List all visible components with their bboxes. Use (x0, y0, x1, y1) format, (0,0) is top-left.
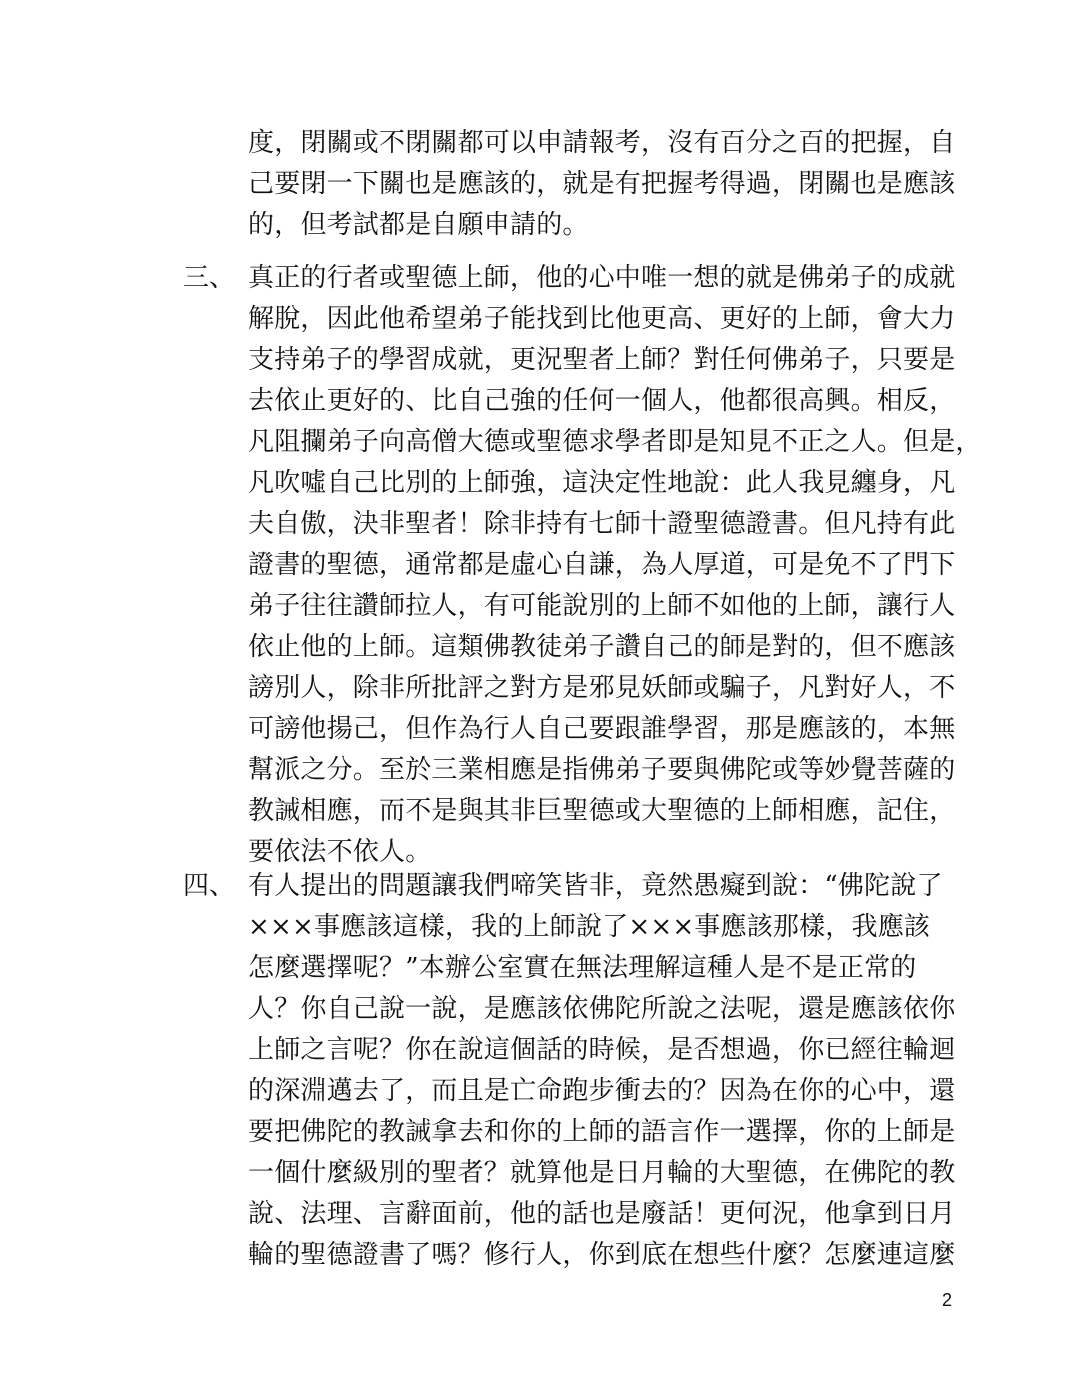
text-line: 幫派之分。至於三業相應是指佛弟子要與佛陀或等妙覺菩薩的 (248, 755, 956, 785)
text-line: 謗別人，除非所批評之對方是邪見妖師或騙子，凡對好人，不 (248, 673, 956, 703)
text-line: 教誡相應，而不是與其非巨聖德或大聖德的上師相應，記住， (248, 796, 956, 826)
text-line: ×××事應該這樣，我的上師說了×××事應該那樣，我應該 (248, 912, 931, 942)
text-line: 支持弟子的學習成就，更況聖者上師？對任何佛弟子，只要是 (248, 345, 956, 375)
page-number: 2 (942, 1290, 953, 1310)
text-line: 證書的聖德，通常都是虛心自謙，為人厚道，可是免不了門下 (248, 550, 956, 580)
paragraph-continuation (248, 123, 960, 246)
list-marker-three: 三、 (183, 263, 236, 293)
text-line: 依止他的上師。這類佛教徒弟子讚自己的師是對的，但不應該 (248, 632, 956, 662)
text-line: 凡阻攔弟子向高僧大德或聖德求學者即是知見不正之人。但是， (248, 427, 982, 457)
text-line: 人？你自己說一說，是應該依佛陀所說之法呢，還是應該依你 (248, 994, 956, 1024)
text-line: 凡吹噓自己比別的上師強，這決定性地說：此人我見纏身，凡 (248, 468, 956, 498)
text-line: 一個什麼級別的聖者？就算他是日月輪的大聖德，在佛陀的教 (248, 1158, 956, 1188)
text-line: 上師之言呢？你在說這個話的時候，是否想過，你已經往輪迴 (248, 1035, 956, 1065)
text-line: 弟子往往讚師拉人，有可能說別的上師不如他的上師，讓行人 (248, 591, 956, 621)
text-line: 的，但考試都是自願申請的。 (248, 210, 589, 240)
text-line: 有人提出的問題讓我們啼笑皆非，竟然愚癡到說：“佛陀說了 (248, 871, 943, 901)
text-line: 真正的行者或聖德上師，他的心中唯一想的就是佛弟子的成就 (248, 263, 956, 293)
list-marker-four: 四、 (183, 871, 236, 901)
list-item-three (248, 258, 982, 873)
text-line: 去依止更好的、比自己強的任何一個人，他都很高興。相反， (248, 386, 956, 416)
text-line: 要依法不依人。 (248, 837, 432, 867)
text-line: 解脫，因此他希望弟子能找到比他更高、更好的上師，會大力 (248, 304, 956, 334)
text-line: 要把佛陀的教誡拿去和你的上師的語言作一選擇，你的上師是 (248, 1117, 956, 1147)
text-line: 說、法理、言辭面前，他的話也是廢話！更何況，他拿到日月 (248, 1199, 956, 1229)
text-line: 己要閉一下關也是應該的，就是有把握考得過，閉關也是應該 (248, 169, 956, 199)
text-line: 夫自傲，決非聖者！除非持有七師十證聖德證書。但凡持有此 (248, 509, 956, 539)
text-line: 輪的聖德證書了嗎？修行人，你到底在想些什麼？怎麼連這麼 (248, 1240, 956, 1270)
list-item-four (248, 866, 960, 1276)
text-line: 的深淵邁去了，而且是亡命跑步衝去的？因為在你的心中，還 (248, 1076, 956, 1106)
text-line: 怎麼選擇呢？”本辦公室實在無法理解這種人是不是正常的 (248, 953, 917, 983)
text-line: 可謗他揚己，但作為行人自己要跟誰學習，那是應該的，本無 (248, 714, 956, 744)
text-line: 度，閉關或不閉關都可以申請報考，沒有百分之百的把握，自 (248, 128, 956, 158)
